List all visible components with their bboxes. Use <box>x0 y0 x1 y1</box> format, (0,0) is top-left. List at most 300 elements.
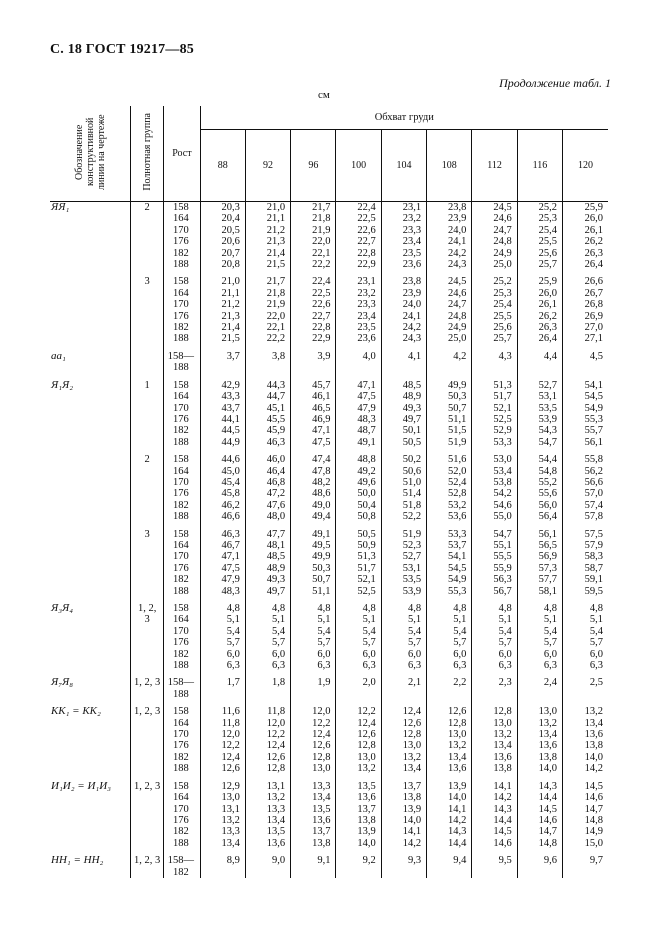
row-value: 25,6 <box>517 248 562 259</box>
row-value: 5,1 <box>336 614 381 625</box>
row-height: 176 <box>164 740 200 751</box>
row-value: 13,2 <box>472 729 517 740</box>
row-value: 14,3 <box>472 804 517 815</box>
row-value: 49,6 <box>336 477 381 488</box>
row-value: 45,5 <box>245 414 290 425</box>
row-value: 54,5 <box>584 391 603 403</box>
row-value: 6,0 <box>381 649 426 660</box>
row-height: 176 <box>164 563 200 574</box>
row-value: 48,8 <box>336 448 381 465</box>
row-value: 49,3 <box>381 403 426 414</box>
row-designation <box>50 649 131 660</box>
row-value: 51,4 <box>381 488 426 499</box>
row-designation <box>50 511 131 522</box>
row-value: 45,1 <box>245 403 290 414</box>
row-value: 52,7 <box>517 374 562 391</box>
row-value: 13,0 <box>291 763 336 774</box>
row-value: 13,8 <box>381 792 426 803</box>
row-value: 25,5 <box>517 236 562 247</box>
row-value: 14,8 <box>517 838 562 849</box>
row-value: 56,5 <box>517 540 562 551</box>
row-value: 13,5 <box>291 804 336 815</box>
row-designation <box>50 804 131 815</box>
row-value: 25,3 <box>472 288 517 299</box>
row-value: 6,0 <box>472 649 517 660</box>
table-row <box>50 488 608 499</box>
row-value: 53,7 <box>427 540 472 551</box>
table-row <box>50 649 608 660</box>
row-height: 164 <box>164 288 200 299</box>
row-value: 12,6 <box>245 752 290 763</box>
row-value: 47,5 <box>336 391 381 402</box>
row-value: 21,7 <box>245 270 290 287</box>
row-group <box>131 488 164 499</box>
row-designation <box>50 322 131 333</box>
row-value: 13,6 <box>584 729 603 741</box>
row-group <box>131 540 164 551</box>
row-value: 2,2 <box>427 671 472 700</box>
row-value: 4,8 <box>381 597 426 614</box>
row-designation <box>50 740 131 751</box>
row-designation: Я₃Я₄ <box>50 597 131 614</box>
row-group: 3 <box>131 523 164 540</box>
row-value: 12,0 <box>245 718 290 729</box>
row-group <box>131 311 164 322</box>
row-value: 12,4 <box>291 729 336 740</box>
row-designation: НН₁ = НН₂ <box>50 849 131 878</box>
row-value: 24,5 <box>427 270 472 287</box>
row-value: 54,9 <box>584 402 603 414</box>
row-value: 12,8 <box>381 729 426 740</box>
table-row <box>50 500 608 511</box>
row-value <box>245 362 290 373</box>
row-value: 24,8 <box>427 311 472 322</box>
row-height: 176 <box>164 311 200 322</box>
row-value: 13,2 <box>517 718 562 729</box>
row-value: 5,7 <box>291 637 336 648</box>
table-row <box>50 391 608 402</box>
row-value: 5,7 <box>589 637 603 649</box>
header-chest-group: Обхват груди <box>200 106 608 129</box>
row-value: 24,9 <box>472 248 517 259</box>
row-value: 21,3 <box>245 236 290 247</box>
row-value: 12,4 <box>200 752 245 763</box>
row-value: 5,7 <box>245 637 290 648</box>
row-value: 24,6 <box>472 213 517 224</box>
table-row <box>50 838 608 849</box>
row-value: 12,4 <box>381 700 426 717</box>
row-value: 13,5 <box>245 826 290 837</box>
row-value: 22,1 <box>291 248 336 259</box>
row-group <box>131 752 164 763</box>
row-height: 170 <box>164 626 200 637</box>
units-label: см <box>318 89 330 101</box>
row-value: 53,5 <box>381 574 426 585</box>
row-value: 4,0 <box>336 345 381 362</box>
row-value: 12,2 <box>200 740 245 751</box>
row-value: 26,0 <box>517 288 562 299</box>
row-value: 13,4 <box>245 815 290 826</box>
row-value: 20,5 <box>200 225 245 236</box>
table-row <box>50 740 608 751</box>
row-value: 22,4 <box>336 202 381 214</box>
row-value: 14,1 <box>381 826 426 837</box>
row-value: 56,0 <box>517 500 562 511</box>
row-value: 5,1 <box>472 614 517 625</box>
row-value: 27,0 <box>584 322 603 334</box>
row-group <box>131 259 164 270</box>
row-value: 52,7 <box>381 551 426 562</box>
row-value: 24,2 <box>427 248 472 259</box>
row-value: 21,3 <box>200 311 245 322</box>
row-value: 44,3 <box>245 374 290 391</box>
row-value: 5,1 <box>245 614 290 625</box>
row-value: 5,4 <box>427 626 472 637</box>
row-height: 176 <box>164 414 200 425</box>
row-designation <box>50 488 131 499</box>
row-value: 25,4 <box>517 225 562 236</box>
row-height: 158 <box>164 523 200 540</box>
row-value: 23,6 <box>381 259 426 270</box>
row-value: 22,5 <box>336 213 381 224</box>
table-row <box>50 523 608 540</box>
row-value: 58,7 <box>584 562 603 574</box>
row-value: 11,8 <box>245 700 290 717</box>
table-row <box>50 225 608 236</box>
row-value: 5,1 <box>589 614 603 626</box>
row-value: 57,0 <box>584 488 603 500</box>
row-value: 57,3 <box>517 563 562 574</box>
row-designation <box>50 299 131 310</box>
table-row <box>50 477 608 488</box>
row-group <box>131 838 164 849</box>
row-value: 56,6 <box>584 476 603 488</box>
row-designation <box>50 626 131 637</box>
row-value: 5,4 <box>200 626 245 637</box>
row-group <box>131 225 164 236</box>
table-row <box>50 849 608 878</box>
row-value: 58,1 <box>517 586 562 597</box>
row-designation: Я₁Я₂ <box>50 374 131 391</box>
row-value: 2,3 <box>472 671 517 700</box>
row-value: 12,0 <box>200 729 245 740</box>
row-value: 26,9 <box>584 310 603 322</box>
row-value: 53,4 <box>472 466 517 477</box>
table-row <box>50 322 608 333</box>
row-group <box>131 815 164 826</box>
row-height: 176 <box>164 488 200 499</box>
row-value: 50,3 <box>291 563 336 574</box>
row-value <box>381 362 426 373</box>
row-value: 14,9 <box>584 826 603 838</box>
row-value: 46,8 <box>245 477 290 488</box>
row-value: 22,2 <box>245 333 290 344</box>
row-value: 21,2 <box>245 225 290 236</box>
row-value: 6,3 <box>589 660 603 672</box>
row-value: 21,2 <box>200 299 245 310</box>
row-value: 14,4 <box>517 792 562 803</box>
header-chest-size: 92 <box>245 129 290 201</box>
row-group <box>131 213 164 224</box>
row-value: 26,0 <box>584 213 603 225</box>
row-height: 176 <box>164 236 200 247</box>
row-height: 158 <box>164 700 200 717</box>
row-group <box>131 236 164 247</box>
row-value: 11,6 <box>200 700 245 717</box>
row-value: 4,8 <box>589 603 603 614</box>
table-row <box>50 718 608 729</box>
row-value: 45,9 <box>245 425 290 436</box>
row-group <box>131 414 164 425</box>
row-value: 6,0 <box>200 649 245 660</box>
table-row <box>50 362 608 373</box>
row-value: 55,2 <box>517 477 562 488</box>
row-value: 13,4 <box>517 729 562 740</box>
row-value: 54,3 <box>517 425 562 436</box>
row-value: 6,0 <box>245 649 290 660</box>
row-group <box>131 425 164 436</box>
row-value: 13,4 <box>472 740 517 751</box>
row-value: 49,1 <box>291 523 336 540</box>
row-value: 24,3 <box>427 259 472 270</box>
row-value: 26,6 <box>584 276 603 288</box>
row-value: 47,5 <box>200 563 245 574</box>
row-value: 22,8 <box>291 322 336 333</box>
row-designation <box>50 574 131 585</box>
row-value: 6,0 <box>427 649 472 660</box>
row-group <box>131 649 164 660</box>
row-value: 13,3 <box>245 804 290 815</box>
row-group <box>131 391 164 402</box>
row-value: 5,1 <box>381 614 426 625</box>
row-value: 21,1 <box>245 213 290 224</box>
row-value: 56,4 <box>517 511 562 522</box>
row-height: 170 <box>164 804 200 815</box>
row-value: 12,2 <box>336 700 381 717</box>
page-header: С. 18 ГОСТ 19217—85 <box>50 42 194 57</box>
row-height: 158 <box>164 775 200 792</box>
row-value: 44,1 <box>200 414 245 425</box>
row-value: 14,6 <box>517 815 562 826</box>
row-value: 48,3 <box>336 414 381 425</box>
row-value: 9,0 <box>245 849 290 878</box>
row-designation <box>50 563 131 574</box>
row-height: 188 <box>164 511 200 522</box>
row-value: 24,7 <box>472 225 517 236</box>
row-group <box>131 345 164 362</box>
row-value: 22,6 <box>336 225 381 236</box>
row-designation <box>50 477 131 488</box>
row-value: 48,2 <box>291 477 336 488</box>
row-value: 54,4 <box>517 448 562 465</box>
row-value: 6,0 <box>291 649 336 660</box>
row-designation <box>50 414 131 425</box>
row-value: 9,5 <box>472 849 517 878</box>
row-value: 45,8 <box>200 488 245 499</box>
row-value: 24,2 <box>381 322 426 333</box>
row-value: 20,6 <box>200 236 245 247</box>
row-value: 5,4 <box>336 626 381 637</box>
row-value: 5,7 <box>200 637 245 648</box>
row-value: 14,5 <box>584 780 603 792</box>
row-value: 48,5 <box>245 551 290 562</box>
row-value: 49,9 <box>291 551 336 562</box>
row-height: 182 <box>164 425 200 436</box>
row-value: 21,4 <box>200 322 245 333</box>
row-value: 54,6 <box>472 500 517 511</box>
row-value: 5,4 <box>245 626 290 637</box>
row-value: 47,1 <box>291 425 336 436</box>
row-value: 44,6 <box>200 448 245 465</box>
row-value: 12,9 <box>200 775 245 792</box>
row-value: 13,9 <box>336 826 381 837</box>
row-height: 158— <box>164 345 200 362</box>
row-value: 50,5 <box>381 437 426 448</box>
table-row <box>50 815 608 826</box>
table-row <box>50 792 608 803</box>
row-value: 13,0 <box>200 792 245 803</box>
table-row <box>50 563 608 574</box>
row-value: 11,8 <box>200 718 245 729</box>
row-value: 55,7 <box>584 425 603 437</box>
row-value: 13,7 <box>381 775 426 792</box>
table-row <box>50 597 608 614</box>
row-value: 12,4 <box>336 718 381 729</box>
row-value: 57,8 <box>584 511 603 523</box>
row-group: 1, 2, 3 <box>131 671 164 700</box>
row-value: 6,3 <box>291 660 336 671</box>
row-value: 53,1 <box>381 563 426 574</box>
row-value: 55,3 <box>427 586 472 597</box>
row-designation <box>50 637 131 648</box>
row-designation <box>50 551 131 562</box>
row-value: 24,7 <box>427 299 472 310</box>
row-value: 23,5 <box>336 322 381 333</box>
row-value: 22,9 <box>336 259 381 270</box>
row-height: 170 <box>164 225 200 236</box>
row-value: 20,7 <box>200 248 245 259</box>
row-value: 13,7 <box>336 804 381 815</box>
row-height: 164 <box>164 391 200 402</box>
row-height: 170 <box>164 551 200 562</box>
row-value: 26,4 <box>584 259 603 271</box>
row-value: 26,2 <box>517 311 562 322</box>
row-value: 25,0 <box>427 333 472 344</box>
row-group <box>131 740 164 751</box>
table-row <box>50 700 608 717</box>
row-value <box>472 362 517 373</box>
row-value: 3,8 <box>245 345 290 362</box>
row-value: 13,8 <box>336 815 381 826</box>
data-table <box>50 106 608 878</box>
row-group: 1, 2, 3 <box>131 849 164 878</box>
row-height: 164 <box>164 614 200 625</box>
row-value: 5,7 <box>517 637 562 648</box>
row-height: 164 <box>164 718 200 729</box>
row-value: 51,1 <box>291 586 336 597</box>
row-group <box>131 574 164 585</box>
row-designation <box>50 815 131 826</box>
row-group: 1, 2, 3 <box>131 775 164 792</box>
row-value: 23,4 <box>381 236 426 247</box>
row-value: 55,9 <box>472 563 517 574</box>
table-row <box>50 288 608 299</box>
row-designation <box>50 248 131 259</box>
row-value: 22,9 <box>291 333 336 344</box>
table-row <box>50 626 608 637</box>
row-value: 56,1 <box>584 436 603 448</box>
row-group <box>131 322 164 333</box>
row-value: 53,6 <box>427 511 472 522</box>
row-group <box>131 403 164 414</box>
row-designation <box>50 362 131 373</box>
row-value: 4,5 <box>589 350 603 362</box>
row-designation <box>50 288 131 299</box>
table-row <box>50 804 608 815</box>
row-designation <box>50 225 131 236</box>
row-designation <box>50 660 131 671</box>
row-value: 52,5 <box>336 586 381 597</box>
row-height: 170 <box>164 729 200 740</box>
row-value: 4,8 <box>427 597 472 614</box>
row-value: 27,1 <box>584 333 603 345</box>
row-value: 45,7 <box>291 374 336 391</box>
row-value: 51,8 <box>381 500 426 511</box>
row-value: 14,3 <box>517 775 562 792</box>
row-value: 51,0 <box>381 477 426 488</box>
table-row <box>50 425 608 436</box>
row-height: 188 <box>164 259 200 270</box>
row-value: 12,2 <box>291 718 336 729</box>
row-value: 56,3 <box>472 574 517 585</box>
row-height: 182 <box>164 322 200 333</box>
header-chest-size: 88 <box>200 129 245 201</box>
row-value: 25,9 <box>517 270 562 287</box>
row-value: 9,2 <box>336 849 381 878</box>
table-row <box>50 511 608 522</box>
row-value: 22,1 <box>245 322 290 333</box>
row-group <box>131 333 164 344</box>
row-value: 25,2 <box>517 202 562 214</box>
row-value: 25,5 <box>472 311 517 322</box>
row-value: 46,4 <box>245 466 290 477</box>
table-row <box>50 551 608 562</box>
row-value: 12,8 <box>245 763 290 774</box>
row-value: 5,4 <box>517 626 562 637</box>
row-value: 22,4 <box>291 270 336 287</box>
row-value: 51,5 <box>427 425 472 436</box>
row-group <box>131 729 164 740</box>
table-row <box>50 614 608 625</box>
row-value: 13,8 <box>472 763 517 774</box>
row-value: 13,6 <box>291 815 336 826</box>
row-value: 54,5 <box>427 563 472 574</box>
row-value: 26,8 <box>584 299 603 311</box>
row-value: 12,0 <box>291 700 336 717</box>
table-row <box>50 403 608 414</box>
row-value: 50,4 <box>336 500 381 511</box>
row-value: 56,2 <box>584 465 603 477</box>
row-height: 188 <box>164 586 200 597</box>
row-value: 49,0 <box>291 500 336 511</box>
header-chest-size: 104 <box>381 129 426 201</box>
row-height: 158 <box>164 270 200 287</box>
row-value: 14,1 <box>427 804 472 815</box>
row-group <box>131 551 164 562</box>
row-height: 164 <box>164 466 200 477</box>
row-value: 4,8 <box>200 597 245 614</box>
row-value: 52,2 <box>381 511 426 522</box>
